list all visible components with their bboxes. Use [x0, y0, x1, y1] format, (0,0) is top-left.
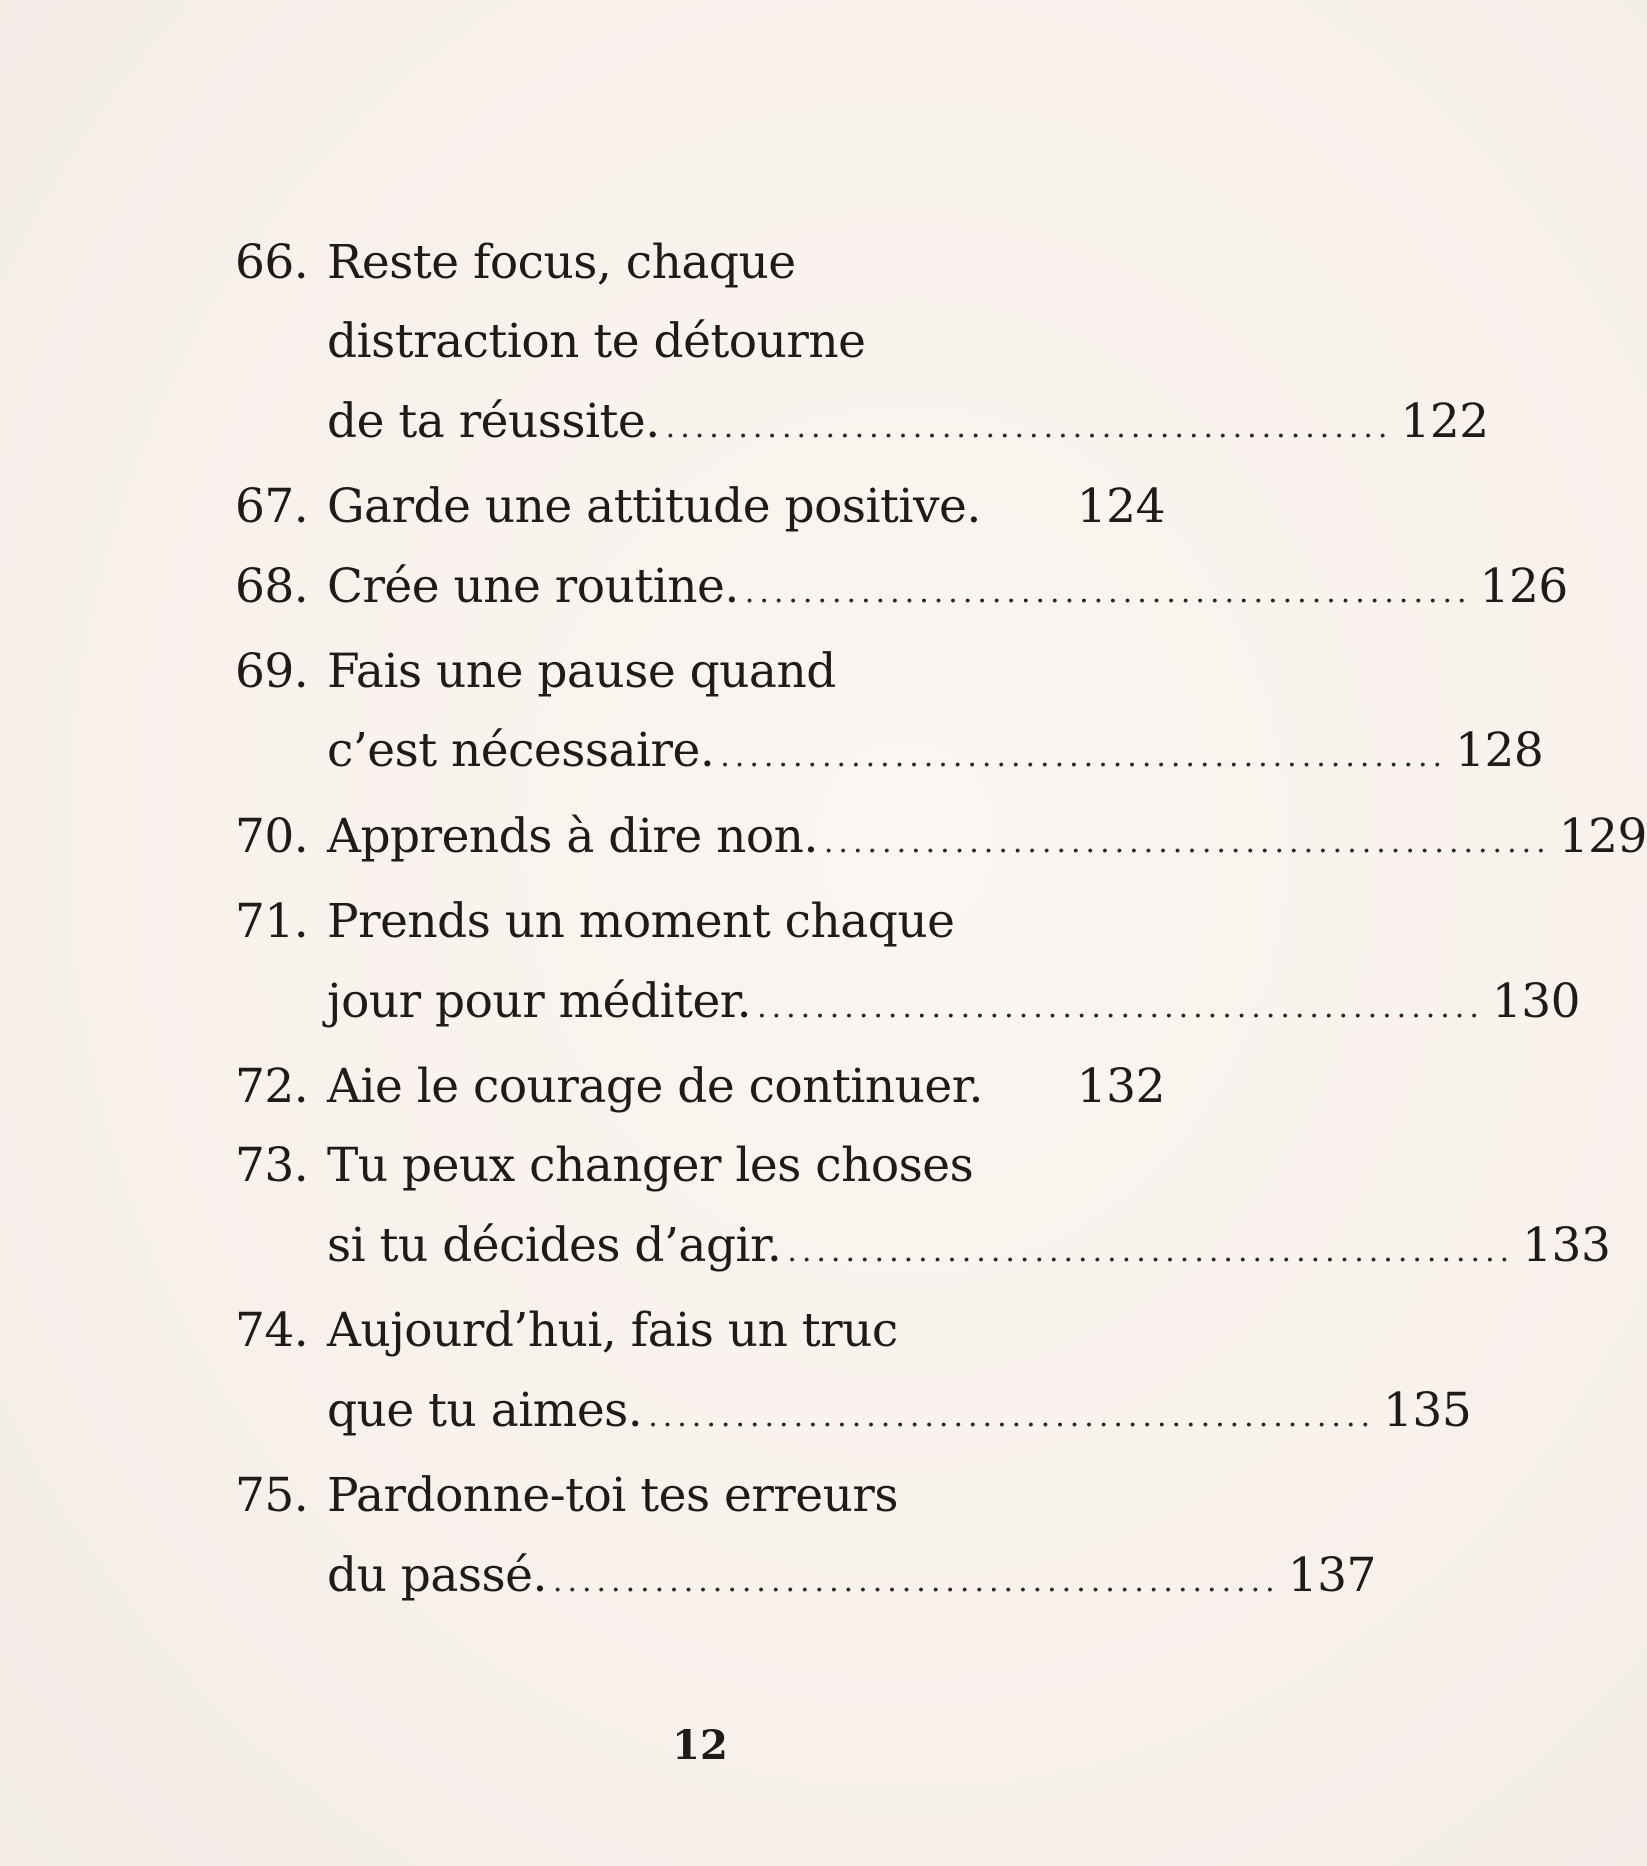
dot-leader: ..................................................	[648, 1398, 1376, 1434]
entry-page-number: 122	[1400, 393, 1489, 449]
entry-number: 68.	[235, 558, 309, 614]
toc-entry[interactable]	[235, 882, 1581, 1047]
entry-page-number: 126	[1479, 558, 1568, 614]
dot-leader: ..................................................	[720, 739, 1448, 775]
entry-title-line: du passé.	[327, 1547, 547, 1603]
entry-title-line: Fais une pause quand	[327, 644, 836, 700]
entry-number: 73.	[235, 1138, 309, 1194]
entry-page-number: 128	[1455, 723, 1544, 779]
entry-page-number: 137	[1287, 1547, 1376, 1603]
toc-entry[interactable]	[235, 1456, 1376, 1621]
entry-title-line: de ta réussite.	[327, 393, 660, 449]
entry-number: 74.	[235, 1303, 309, 1359]
entry-title-line: jour pour méditer.	[327, 973, 752, 1029]
entry-page-number: 130	[1491, 973, 1581, 1029]
dot-leader: ..................................................	[823, 824, 1551, 860]
entry-number: 69.	[235, 644, 309, 700]
entry-title-line: distraction te détourne	[327, 314, 866, 370]
entry-page-number: 124	[1076, 479, 1165, 535]
page-number: 12	[672, 1722, 728, 1769]
toc-entry[interactable]	[235, 467, 1165, 546]
entry-number: 71.	[235, 894, 309, 950]
dot-leader: ..................................................	[744, 574, 1472, 610]
dot-leader: ..................................................	[552, 1563, 1280, 1599]
entry-title-line: Pardonne-toi tes erreurs	[327, 1468, 898, 1524]
toc-entry[interactable]	[235, 797, 1647, 882]
entry-page-number: 133	[1522, 1217, 1611, 1273]
entry-title-line: Reste focus, chaque	[327, 235, 796, 290]
entry-title-line: Apprends à dire non.	[327, 808, 818, 864]
entry-page-number: 132	[1076, 1059, 1165, 1115]
toc-entry[interactable]	[235, 632, 1544, 797]
dot-leader: ..................................................	[757, 989, 1484, 1025]
entry-title-line: que tu aimes.	[327, 1382, 643, 1438]
entry-title-line: si tu décides d’agir.	[327, 1217, 782, 1273]
entry-title-line: c’est nécessaire.	[327, 723, 715, 779]
entry-title-line: Tu peux changer les choses	[327, 1138, 974, 1194]
entry-number: 67.	[235, 479, 309, 535]
entry-title-line: Prends un moment chaque	[327, 894, 955, 950]
entry-number: 70.	[235, 808, 309, 864]
toc-entry[interactable]	[235, 1291, 1472, 1456]
entry-page-number: 135	[1383, 1382, 1472, 1438]
entry-number: 72.	[235, 1059, 309, 1115]
dot-leader: ..................................................	[665, 409, 1393, 445]
entry-page-number: 129	[1558, 808, 1647, 864]
entry-title-line: Aie le courage de continuer.	[327, 1059, 983, 1115]
dot-leader: ..................................................	[787, 1233, 1515, 1269]
entry-title-line: Garde une attitude positive.	[327, 479, 981, 535]
entry-title-line: Aujourd’hui, fais un truc	[327, 1303, 898, 1359]
entry-number: 75.	[235, 1468, 309, 1524]
toc-entry[interactable]	[235, 1047, 1165, 1126]
toc-entry[interactable]	[235, 223, 1489, 467]
entry-title-line: Crée une routine.	[327, 558, 739, 614]
entry-number: 66.	[235, 235, 309, 290]
toc-entry[interactable]	[235, 547, 1568, 632]
toc-entry[interactable]	[235, 1126, 1611, 1291]
table-of-contents	[235, 223, 1647, 1621]
